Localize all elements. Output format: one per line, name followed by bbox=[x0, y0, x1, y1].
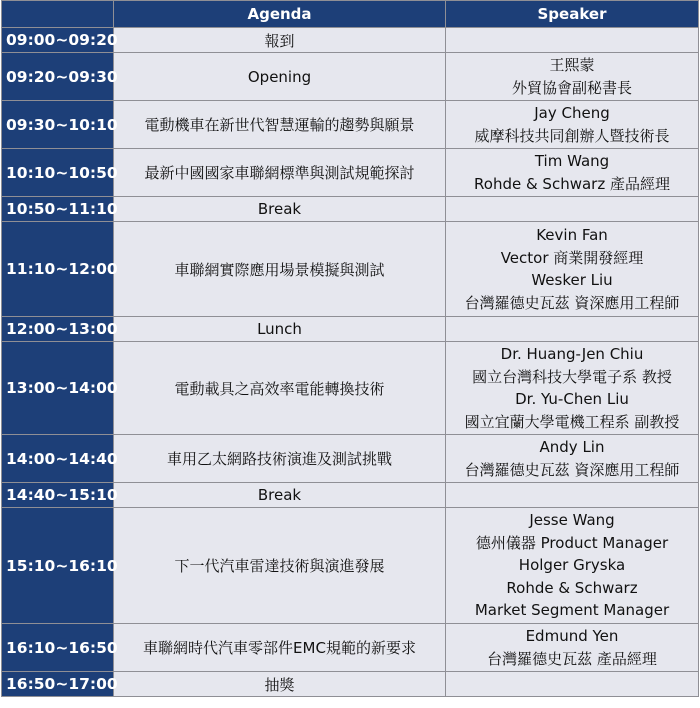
speaker-cell bbox=[446, 483, 699, 508]
speaker-line: Rohde & Schwarz 產品經理 bbox=[474, 174, 670, 193]
speaker-line: Jesse Wang bbox=[529, 511, 615, 530]
speaker-cell bbox=[446, 197, 699, 222]
time-slot: 16:10~16:50 bbox=[2, 624, 114, 672]
agenda-row bbox=[2, 222, 699, 317]
speaker-cell bbox=[446, 508, 699, 624]
agenda-topic: Break bbox=[114, 197, 446, 222]
speaker-line: Vector 商業開發經理 bbox=[500, 248, 644, 267]
speaker-line: 台灣羅德史瓦茲 資深應用工程師 bbox=[464, 460, 680, 479]
speaker-cell bbox=[446, 28, 699, 53]
speaker-cell bbox=[446, 435, 699, 483]
speaker-line: Market Segment Manager bbox=[474, 601, 670, 620]
header-agenda: Agenda bbox=[114, 1, 446, 28]
agenda-topic: 車用乙太網路技術演進及測試挑戰 bbox=[114, 435, 446, 483]
time-slot: 09:00~09:20 bbox=[2, 28, 114, 53]
time-slot: 10:50~11:10 bbox=[2, 197, 114, 222]
agenda-row bbox=[2, 483, 699, 508]
speaker-line: Tim Wang bbox=[534, 152, 610, 170]
agenda-table bbox=[1, 0, 699, 697]
agenda-topic: Break bbox=[114, 483, 446, 508]
speaker-line: 德州儀器 Product Manager bbox=[475, 533, 669, 552]
agenda-row bbox=[2, 317, 699, 342]
speaker-cell bbox=[446, 149, 699, 197]
agenda-row bbox=[2, 197, 699, 222]
header-speaker: Speaker bbox=[446, 1, 699, 28]
agenda-row bbox=[2, 149, 699, 197]
agenda-row bbox=[2, 672, 699, 697]
agenda-topic: 抽獎 bbox=[114, 672, 446, 697]
time-slot: 13:00~14:00 bbox=[2, 342, 114, 435]
speaker-line: 國立宜蘭大學電機工程系 副教授 bbox=[464, 412, 680, 431]
speaker-line: 王熙蒙 bbox=[549, 56, 595, 74]
agenda-row bbox=[2, 508, 699, 624]
time-slot: 12:00~13:00 bbox=[2, 317, 114, 342]
speaker-line: Rohde & Schwarz bbox=[506, 578, 638, 597]
agenda-row bbox=[2, 53, 699, 101]
time-slot: 14:40~15:10 bbox=[2, 483, 114, 508]
speaker-line: Edmund Yen bbox=[525, 627, 619, 645]
speaker-cell bbox=[446, 317, 699, 342]
header-row bbox=[2, 1, 699, 28]
time-slot: 09:30~10:10 bbox=[2, 101, 114, 149]
time-slot: 16:50~17:00 bbox=[2, 672, 114, 697]
speaker-line: 台灣羅德史瓦茲 資深應用工程師 bbox=[464, 293, 680, 312]
agenda-row bbox=[2, 435, 699, 483]
agenda-topic: 電動載具之高效率電能轉換技術 bbox=[114, 342, 446, 435]
speaker-cell bbox=[446, 222, 699, 317]
speaker-cell bbox=[446, 53, 699, 101]
speaker-line: Wesker Liu bbox=[531, 271, 613, 289]
speaker-line: 國立台灣科技大學電子系 教授 bbox=[472, 367, 672, 386]
speaker-line: 外貿協會副秘書長 bbox=[511, 78, 632, 97]
time-slot: 11:10~12:00 bbox=[2, 222, 114, 317]
agenda-row bbox=[2, 28, 699, 53]
agenda-topic: 最新中國國家車聯網標準與測試規範探討 bbox=[114, 149, 446, 197]
speaker-line: 台灣羅德史瓦茲 產品經理 bbox=[487, 649, 657, 668]
time-slot: 15:10~16:10 bbox=[2, 508, 114, 624]
speaker-cell bbox=[446, 342, 699, 435]
agenda-topic: 報到 bbox=[114, 28, 446, 53]
time-slot: 10:10~10:50 bbox=[2, 149, 114, 197]
header-time bbox=[2, 1, 114, 28]
speaker-cell bbox=[446, 672, 699, 697]
agenda-topic: 車聯網時代汽車零部件EMC規範的新要求 bbox=[114, 624, 446, 672]
time-slot: 14:00~14:40 bbox=[2, 435, 114, 483]
speaker-cell bbox=[446, 624, 699, 672]
speaker-line: Dr. Huang-Jen Chiu bbox=[500, 345, 644, 363]
agenda-topic: 電動機車在新世代智慧運輸的趨勢與願景 bbox=[114, 101, 446, 149]
agenda-topic: 下一代汽車雷達技術與演進發展 bbox=[114, 508, 446, 624]
agenda-topic: 車聯網實際應用場景模擬與測試 bbox=[114, 222, 446, 317]
speaker-cell bbox=[446, 101, 699, 149]
speaker-line: Jay Cheng bbox=[534, 104, 610, 122]
speaker-line: Dr. Yu-Chen Liu bbox=[515, 390, 629, 408]
time-slot: 09:20~09:30 bbox=[2, 53, 114, 101]
agenda-topic: Lunch bbox=[114, 317, 446, 342]
speaker-line: Kevin Fan bbox=[536, 226, 608, 244]
agenda-row bbox=[2, 101, 699, 149]
agenda-topic: Opening bbox=[114, 53, 446, 101]
speaker-line: Holger Gryska bbox=[518, 556, 626, 575]
agenda-row bbox=[2, 624, 699, 672]
speaker-line: Andy Lin bbox=[539, 438, 605, 456]
agenda-body bbox=[2, 28, 699, 697]
speaker-line: 威摩科技共同創辦人暨技術長 bbox=[474, 126, 670, 145]
agenda-row bbox=[2, 342, 699, 435]
